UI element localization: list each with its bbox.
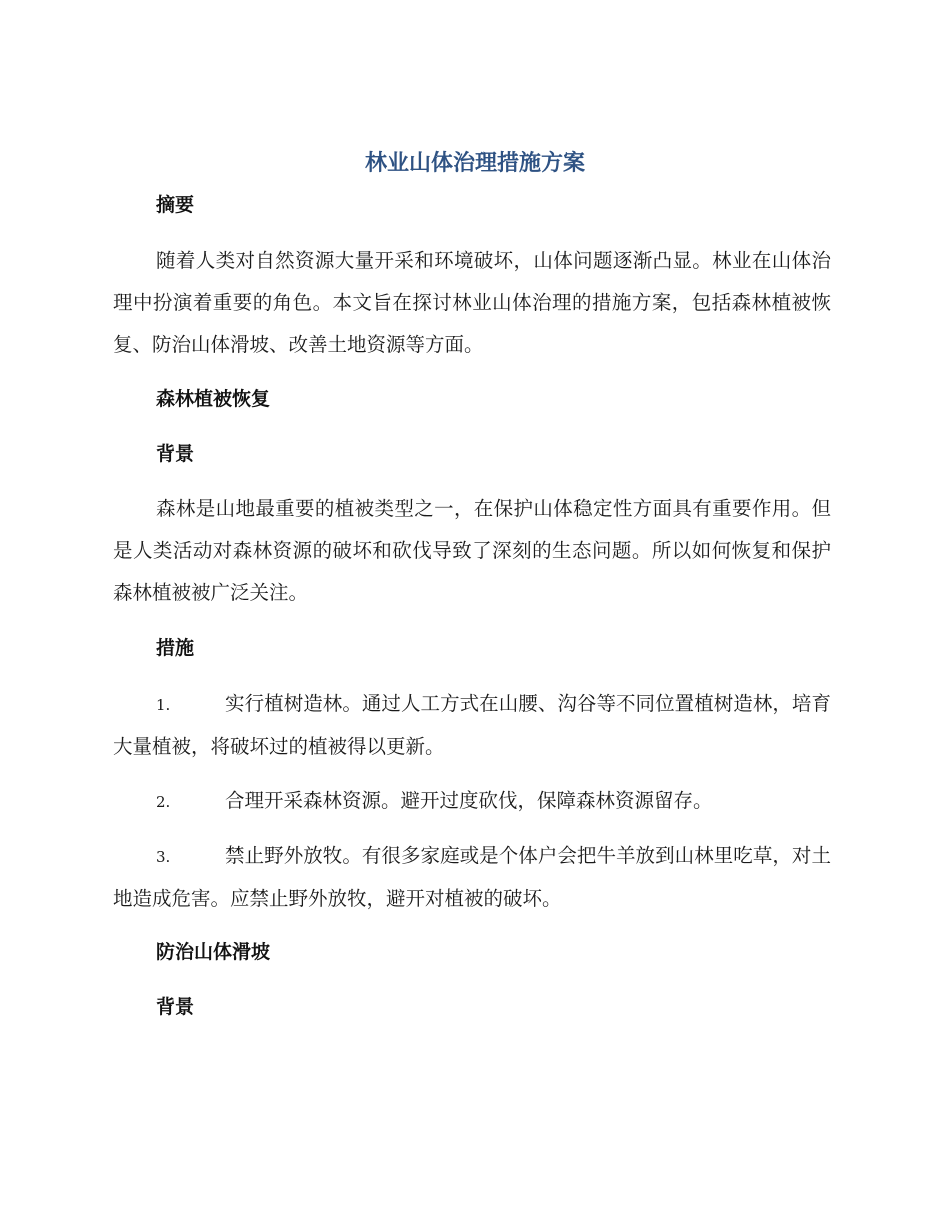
section-heading-landslide-prevention: 防治山体滑坡: [156, 941, 271, 963]
list-item-text: 禁止野外放牧。有很多家庭或是个体户会把牛羊放到山林里吃草，对土地造成危害。应禁止野外放牧，避开对植被的破坏。: [113, 844, 831, 910]
abstract-paragraph: 随着人类对自然资源大量开采和环境破坏，山体问题逐渐凸显。林业在山体治理中扮演着重要的角色。本文旨在探讨林业山体治理的措施方案，包括森林植被恢复、防治山体滑坡、改善土地资源等方面。: [113, 249, 831, 356]
list-item-number: 3.: [156, 848, 171, 866]
abstract-heading: 摘要: [156, 194, 195, 216]
background-paragraph: 森林是山地最重要的植被类型之一，在保护山体稳定性方面具有重要作用。但是人类活动对森林资源的破坏和砍伐导致了深刻的生态问题。所以如何恢复和保护森林植被被广泛关注。: [113, 497, 831, 604]
list-item-number: 1.: [156, 696, 171, 714]
document-title: 林业山体治理措施方案: [364, 151, 585, 176]
list-item: [113, 780, 831, 823]
list-item-text: 合理开采森林资源。避开过度砍伐，保障森林资源留存。: [225, 789, 713, 812]
list-item: [113, 683, 831, 768]
background-heading: 背景: [156, 443, 195, 465]
measures-heading: 措施: [156, 637, 195, 659]
list-item: [113, 835, 831, 920]
section-heading-forest-restoration: 森林植被恢复: [156, 388, 271, 410]
background-heading-2: 背景: [156, 996, 195, 1018]
list-item-number: 2.: [156, 793, 171, 811]
list-item-text: 实行植树造林。通过人工方式在山腰、沟谷等不同位置植树造林，培育大量植被，将破坏过的植被得以更新。: [113, 692, 831, 758]
